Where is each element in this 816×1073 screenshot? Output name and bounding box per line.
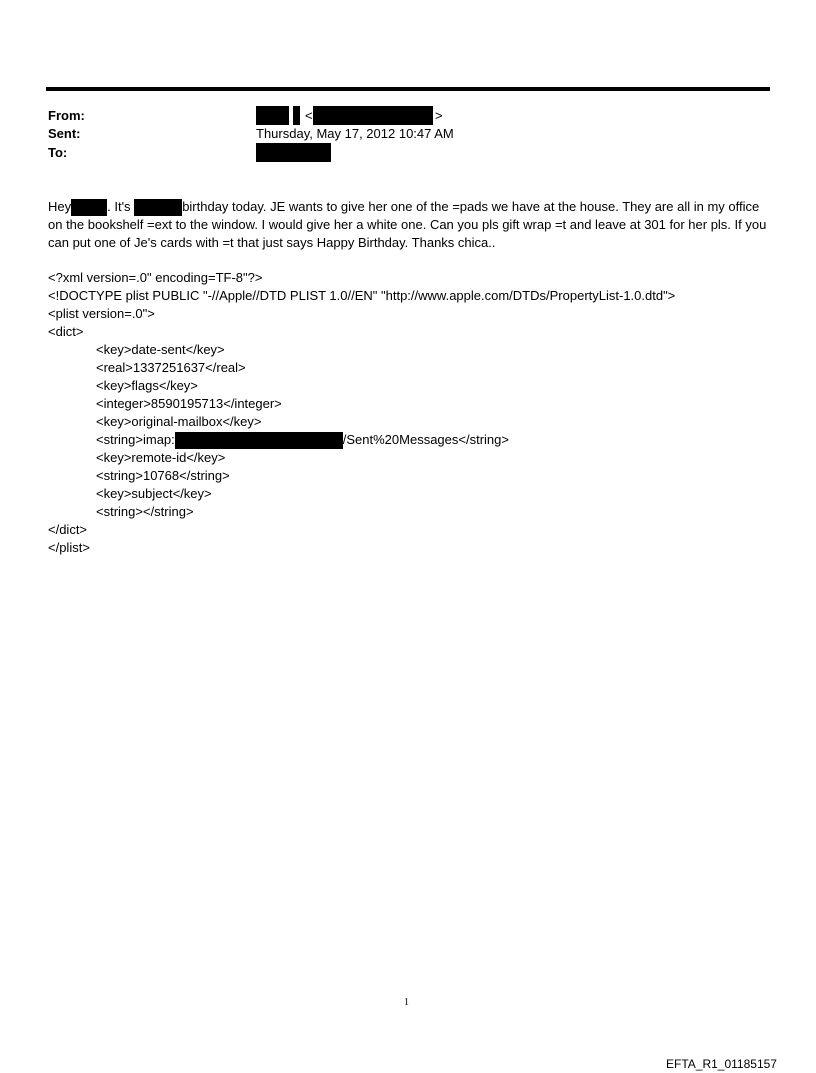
plist-line: <key>remote-id</key> xyxy=(96,450,226,465)
plist-line: <dict> xyxy=(48,324,84,339)
redaction-block xyxy=(293,106,300,125)
from-label: From: xyxy=(48,108,85,123)
plist-imap-suffix: /Sent%20Messages</string> xyxy=(342,432,509,447)
from-lt: < xyxy=(305,108,313,123)
redaction-block xyxy=(175,432,343,449)
document-id: EFTA_R1_01185157 xyxy=(666,1057,777,1071)
header-rule xyxy=(46,87,770,91)
from-gt: > xyxy=(435,108,443,123)
plist-imap-prefix: <string>imap: xyxy=(96,432,175,447)
plist-line: </dict> xyxy=(48,522,88,537)
plist-line: <key>subject</key> xyxy=(96,486,212,501)
message-seg1: Hey xyxy=(48,199,72,214)
plist-line: <!DOCTYPE plist PUBLIC "-//Apple//DTD PLIST 1.0//EN" "http://www.apple.com/DTDs/PropertyList-1.0.dtd"> xyxy=(48,288,676,303)
plist-line: <key>flags</key> xyxy=(96,378,198,393)
redaction-block xyxy=(134,199,182,216)
message-body xyxy=(48,198,768,252)
sent-value: Thursday, May 17, 2012 10:47 AM xyxy=(256,126,454,141)
plist-line: <?xml version=.0" encoding=TF-8"?> xyxy=(48,270,263,285)
plist-line: </plist> xyxy=(48,540,90,555)
plist-line: <key>date-sent</key> xyxy=(96,342,225,357)
plist-line: <real>1337251637</real> xyxy=(96,360,246,375)
page-number: 1 xyxy=(404,997,409,1008)
redaction-block xyxy=(256,143,331,162)
redaction-block xyxy=(256,106,289,125)
plist-line: <integer>8590195713</integer> xyxy=(96,396,282,411)
plist-line: <string>10768</string> xyxy=(96,468,230,483)
plist-line: <plist version=.0"> xyxy=(48,306,155,321)
plist-line: <string></string> xyxy=(96,504,194,519)
redaction-block xyxy=(71,199,107,216)
plist-line: <key>original-mailbox</key> xyxy=(96,414,262,429)
plist-line xyxy=(96,431,509,449)
sent-label: Sent: xyxy=(48,126,81,141)
redaction-block xyxy=(313,106,433,125)
to-label: To: xyxy=(48,145,68,160)
message-seg3: birthday today. JE wants to give her one of the =pads we have at the house. They are all in my office on the bookshelf =ext to the window. I would give her a white one. Can you pls gift wrap =t and leave at 301 for her pls. If you can put one of Je's cards with =t that just says Happy Birthday. Thanks chica.. xyxy=(48,199,767,251)
message-seg2: . It's xyxy=(107,199,131,214)
